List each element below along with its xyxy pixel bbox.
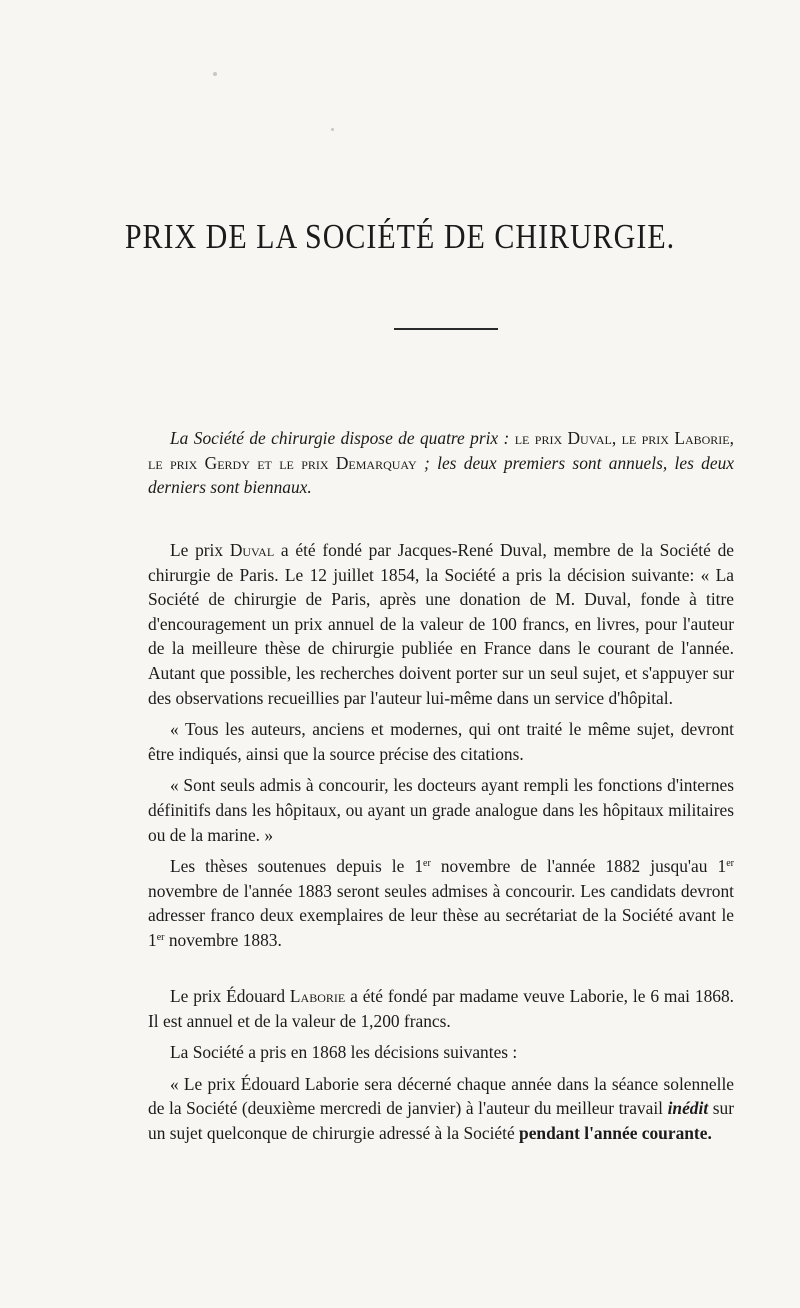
paper-speck [331,128,334,131]
duval-section [148,538,734,953]
intro-lead: La Société de chirurgie dispose de quatre prix : [170,428,515,448]
duval-paragraph-2: « Tous les auteurs, anciens et modernes, qui ont traité le même sujet, devront être indiqués, ainsi que la source précise des citations. [148,719,734,764]
intro-tail: ; les deux premiers sont annuels, les deux derniers sont biennaux. [148,452,734,498]
inedit-emphasis: inédit [667,1098,709,1119]
laborie-paragraph-3: « Le prix Édouard Laborie sera décerné chaque année dans la séance solennelle de la Société (deuxième mercredi de janvier) à l'auteur du meilleur travail inédit sur un sujet quelconque de chirurgie adressé à la Société pendant l'année courante. [148,1073,734,1143]
laborie-paragraph-2: La Société a pris en 1868 les décisions suivantes : [170,1042,518,1063]
paper-speck [213,72,217,76]
duval-name: Duval [229,540,275,560]
title-divider [394,328,498,330]
prize-names: le prix Duval, le prix Laborie, le prix Gerdy et le prix Demarquay [148,428,734,473]
intro-paragraph [148,426,734,500]
duval-paragraph-3: « Sont seuls admis à concourir, les docteurs ayant rempli les fonctions d'internes définitifs dans les hôpitaux, ou ayant un grade analogue dans les hôpitaux militaires ou de la marine. » [148,775,734,845]
duval-paragraph-4: Les thèses soutenues depuis le 1er novembre de l'année 1882 jusqu'au 1er novembre de l'année 1883 seront seules admises à concourir. Les candidats devront adresser franco deux exemplaires de leur thèse au secrétariat de la Société avant le 1er novembre 1883. [148,856,734,950]
laborie-name: Laborie [289,986,346,1006]
laborie-section [148,984,734,1146]
duval-paragraph-1: Le prix Duval a été fondé par Jacques-René Duval, membre de la Société de chirurgie de Paris. Le 12 juillet 1854, la Société a pris la décision suivante: « La Société de chirurgie de Paris, après une donation de M. Duval, fonde à titre d'encouragement un prix annuel de la valeur de 100 francs, en livres, pour l'auteur de la meilleure thèse de chirurgie publiée en France dans le courant de l'année. Autant que possible, les recherches doivent porter sur un seul sujet, et s'appuyer sur des observations recueillies par l'auteur lui-même dans un service d'hôpital. [148,540,734,708]
laborie-paragraph-1: Le prix Édouard Laborie a été fondé par madame veuve Laborie, le 6 mai 1868. Il est annuel et de la valeur de 1,200 francs. [148,986,735,1031]
bold-phrase: pendant l'année courante. [519,1122,712,1143]
page-title: PRIX DE LA SOCIÉTÉ DE CHIRURGIE. [124,218,676,256]
